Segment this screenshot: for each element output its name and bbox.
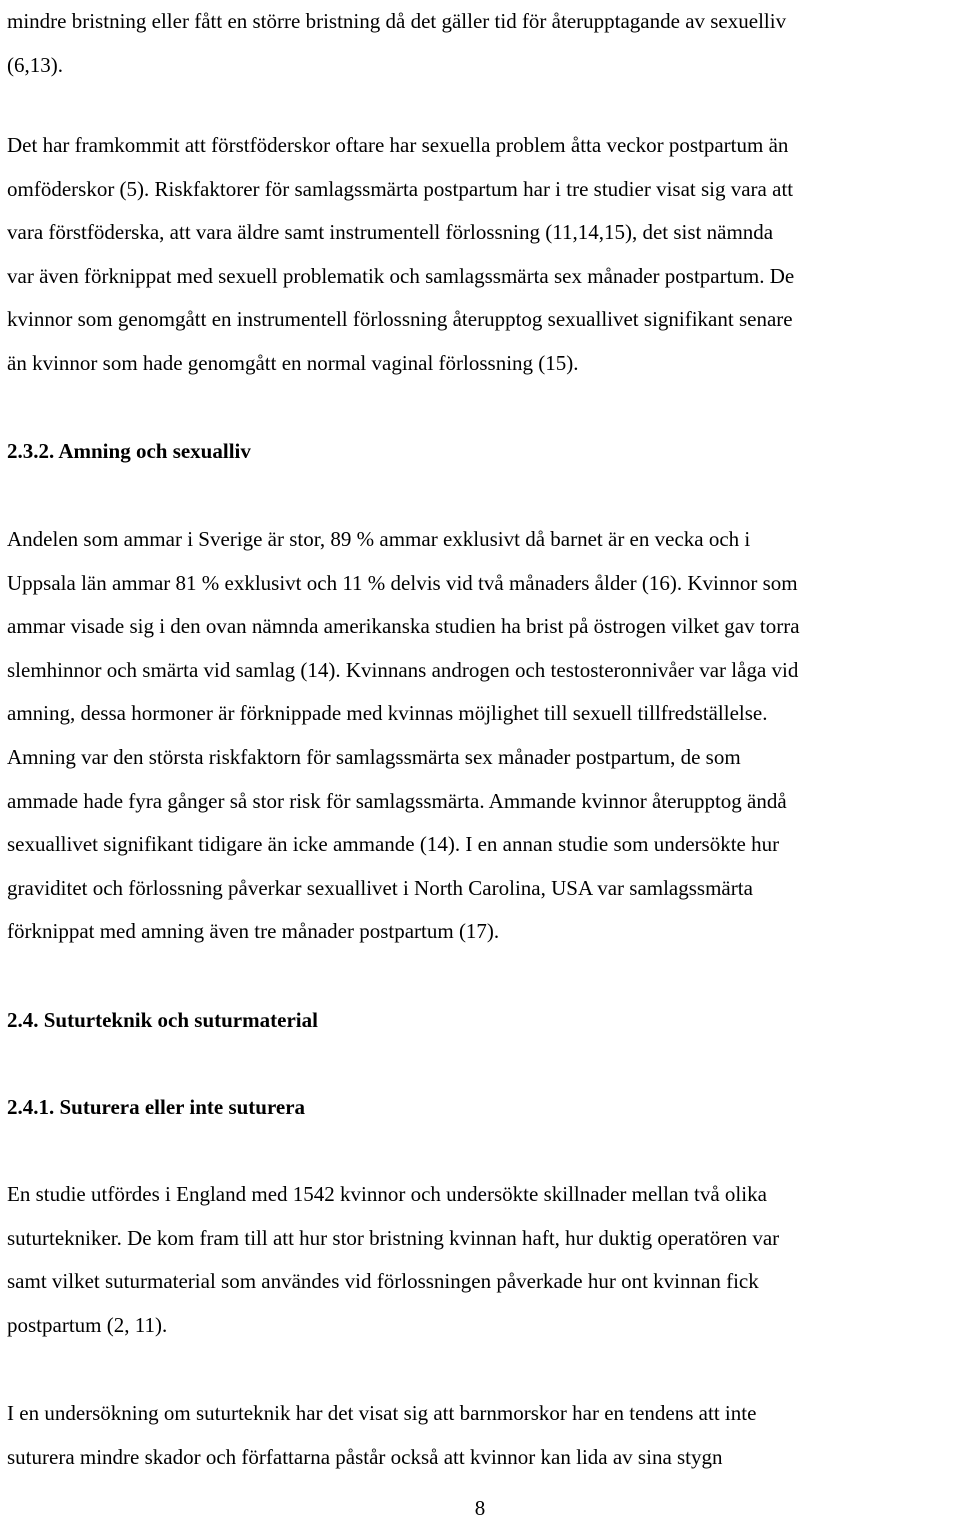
paragraph-suturteknik-midwives xyxy=(7,1392,955,1479)
text-line: Andelen som ammar i Sverige är stor, 89 % ammar exklusivt då barnet är en vecka och i xyxy=(7,527,751,551)
paragraph-amning xyxy=(7,518,955,954)
text-line: förknippat med amning även tre månader postpartum (17). xyxy=(7,919,500,944)
text-line: var även förknippat med sexuell problematik och samlagssmärta sex månader postpartum. De xyxy=(7,263,795,288)
text-line: ammar visade sig i den ovan nämnda amerikanska studien ha brist på östrogen vilket gav torra xyxy=(7,614,800,639)
text-line: sexuallivet signifikant tidigare än icke ammande (14). I en annan studie som undersökte hur xyxy=(7,832,780,857)
text-line: graviditet och förlossning påverkar sexuallivet i North Carolina, USA var samlagssmärta xyxy=(7,875,753,900)
text-line: Det har framkommit att förstföderskor oftare har sexuella problem åtta veckor postpartum än xyxy=(7,133,789,157)
text-line: suturtekniker. De kom fram till att hur stor bristning kvinnan haft, hur duktig operatören var xyxy=(7,1225,780,1250)
text-line: Amning var den största riskfaktorn för samlagssmärta sex månader postpartum, de som xyxy=(7,744,741,769)
text-line: än kvinnor som hade genomgått en normal vaginal förlossning (15). xyxy=(7,350,579,375)
text-line: mindre bristning eller fått en större bristning då det gäller tid för återupptagande av sexuelliv xyxy=(7,9,787,33)
text-line: samt vilket suturmaterial som användes vid förlossningen påverkade hur ont kvinnan fick xyxy=(7,1269,759,1294)
text-line: amning, dessa hormoner är förknippade med kvinnas möjlighet till sexuell tillfredställelse. xyxy=(7,701,768,726)
section-heading-amning: 2.3.2. Amning och sexualliv xyxy=(7,439,251,463)
subsection-heading-suturera: 2.4.1. Suturera eller inte suturera xyxy=(7,1095,306,1119)
text-line: (6,13). xyxy=(7,52,63,77)
text-line: omföderskor (5). Riskfaktorer för samlagssmärta postpartum har i tre studier visat sig vara att xyxy=(7,176,794,201)
text-line: suturera mindre skador och författarna påstår också att kvinnor kan lida av sina stygn xyxy=(7,1444,723,1469)
text-line: Uppsala län ammar 81 % exklusivt och 11 % delvis vid två månaders ålder (16). Kvinnor som xyxy=(7,570,798,595)
text-line: ammade hade fyra gånger så stor risk för samlagssmärta. Ammande kvinnor återupptog ändå xyxy=(7,788,787,813)
text-line: I en undersökning om suturteknik har det visat sig att barnmorskor har en tendens att inte xyxy=(7,1401,757,1425)
paragraph-intro-continuation xyxy=(7,0,955,87)
text-line: postpartum (2, 11). xyxy=(7,1312,168,1337)
paragraph-england-study xyxy=(7,1173,955,1347)
section-heading-suturteknik: 2.4. Suturteknik och suturmaterial xyxy=(7,1008,318,1032)
text-line: kvinnor som genomgått en instrumentell förlossning återupptog sexuallivet signifikant senare xyxy=(7,307,793,332)
page-number: 8 xyxy=(474,1496,486,1520)
paragraph-risk-factors xyxy=(7,124,955,386)
text-line: vara förstföderska, att vara äldre samt instrumentell förlossning (11,14,15), det sist nämnda xyxy=(7,220,774,245)
text-line: slemhinnor och smärta vid samlag (14). Kvinnans androgen och testosteronnivåer var låga vid xyxy=(7,657,799,682)
text-line: En studie utfördes i England med 1542 kvinnor och undersökte skillnader mellan två olika xyxy=(7,1182,767,1206)
